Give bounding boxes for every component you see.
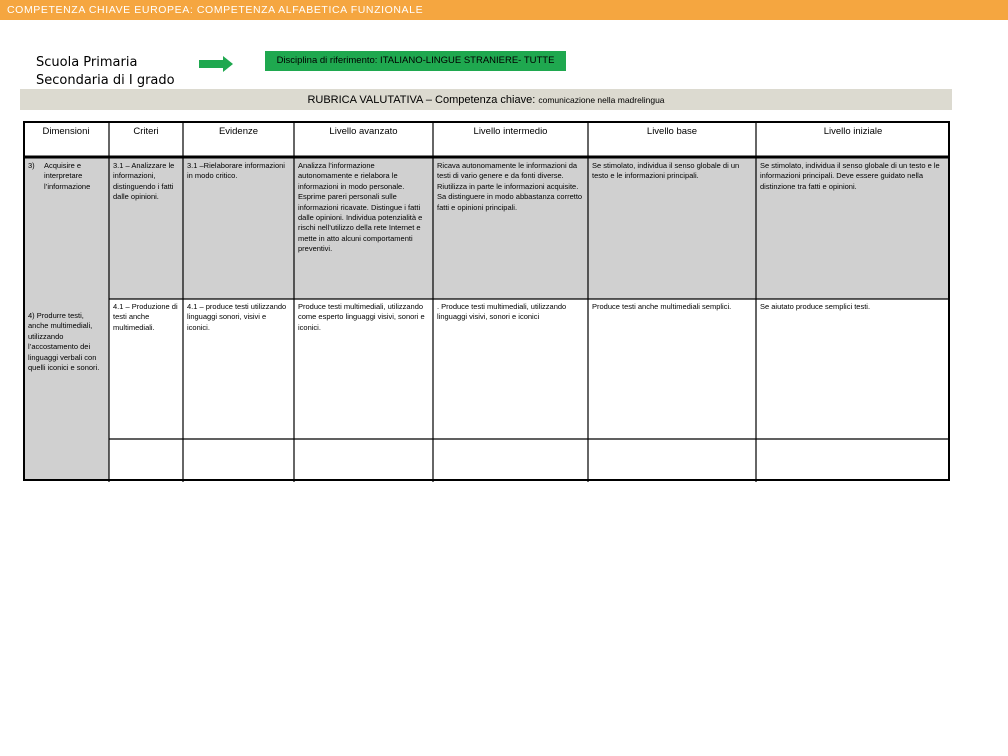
cell-evidenze-4-1: 4.1 – produce testi utilizzando linguaggi sonori, visivi e iconici. bbox=[187, 302, 287, 332]
cell-evidenze-3-1: 3.1 –Rielaborare informazioni in modo critico. bbox=[187, 161, 285, 181]
header-livello-base: Livello base bbox=[646, 126, 698, 137]
dimension-produce-text: 4) Produrre testi, anche multimediali, utilizzando l’accostamento dei linguaggi verbali con quelli iconici e sonori. bbox=[28, 311, 100, 373]
rubric-table bbox=[23, 121, 950, 482]
rubric-title: RUBRICA VALUTATIVA – Competenza chiave: bbox=[307, 94, 536, 106]
header-livello-iniziale: Livello iniziale bbox=[823, 126, 883, 137]
header-criteri: Criteri bbox=[133, 126, 159, 137]
page-header-bar bbox=[0, 0, 1008, 20]
cell-criteri-4-1: 4.1 – Produzione di testi anche multimediali. bbox=[113, 302, 178, 332]
dimension-number: 3) bbox=[28, 161, 35, 170]
cell-avanzato-4-1: Produce testi multimediali, utilizzando come esperto linguaggi visivi, sonori e iconici. bbox=[298, 302, 425, 332]
header-livello-avanzato: Livello avanzato bbox=[329, 126, 398, 137]
rubric-subtitle: comunicazione nella madrelingua bbox=[538, 95, 665, 105]
cell-iniziale-3-1: Se stimolato, individua il senso globale di un testo e le informazioni principali. Deve essere guidato nella distinzione tra fatti e opinioni. bbox=[760, 161, 940, 191]
cell-base-3-1: Se stimolato, individua il senso globale di un testo e le informazioni principali. bbox=[592, 161, 740, 181]
cell-base-4-1: Produce testi anche multimediali semplici. bbox=[592, 302, 732, 311]
cell-avanzato-3-1: Analizza l’informazione autonomamente e rielabora le informazioni in modo personale. Esprime pareri personali sulle informazioni ricavate. Distingue i fatti dalle opinioni. Individua potenzialità e rischi nell’utilizzo della rete Internet e mette in atto alcuni comportamenti preventivi. bbox=[298, 161, 423, 254]
school-level-primary: Scuola Primaria bbox=[36, 55, 138, 70]
arrow-right-icon bbox=[199, 56, 233, 72]
header-livello-intermedio: Livello intermedio bbox=[473, 126, 548, 137]
header-evidenze: Evidenze bbox=[218, 126, 259, 137]
rubric-title-band bbox=[20, 89, 952, 110]
cell-iniziale-4-1: Se aiutato produce semplici testi. bbox=[760, 302, 871, 311]
school-levels bbox=[36, 54, 175, 90]
dimension-acquire-text: Acquisire e interpretare l’informazione bbox=[44, 161, 91, 191]
cell-criteri-3-1: 3.1 – Analizzare le informazioni, distinguendo i fatti dalle opinioni. bbox=[113, 161, 175, 202]
cell-intermedio-3-1: Ricava autonomamente le informazioni da testi di vario genere e da fonti diverse. Riutilizza in parte le informazioni acquisite. Sa distinguere in modo abbastanza corretto fatti e opinioni principali. bbox=[437, 161, 583, 212]
header-dimensioni: Dimensioni bbox=[42, 126, 90, 137]
discipline-label bbox=[265, 51, 566, 71]
discipline-text: Disciplina di riferimento: ITALIANO-LINGUE STRANIERE- TUTTE bbox=[276, 55, 555, 66]
cell-intermedio-4-1: . Produce testi multimediali, utilizzando linguaggi visivi, sonori e iconici bbox=[437, 302, 567, 322]
key-competence-title: COMPETENZA CHIAVE EUROPEA: COMPETENZA ALFABETICA FUNZIONALE bbox=[7, 4, 424, 16]
school-level-secondary: Secondaria di I grado bbox=[36, 73, 175, 88]
